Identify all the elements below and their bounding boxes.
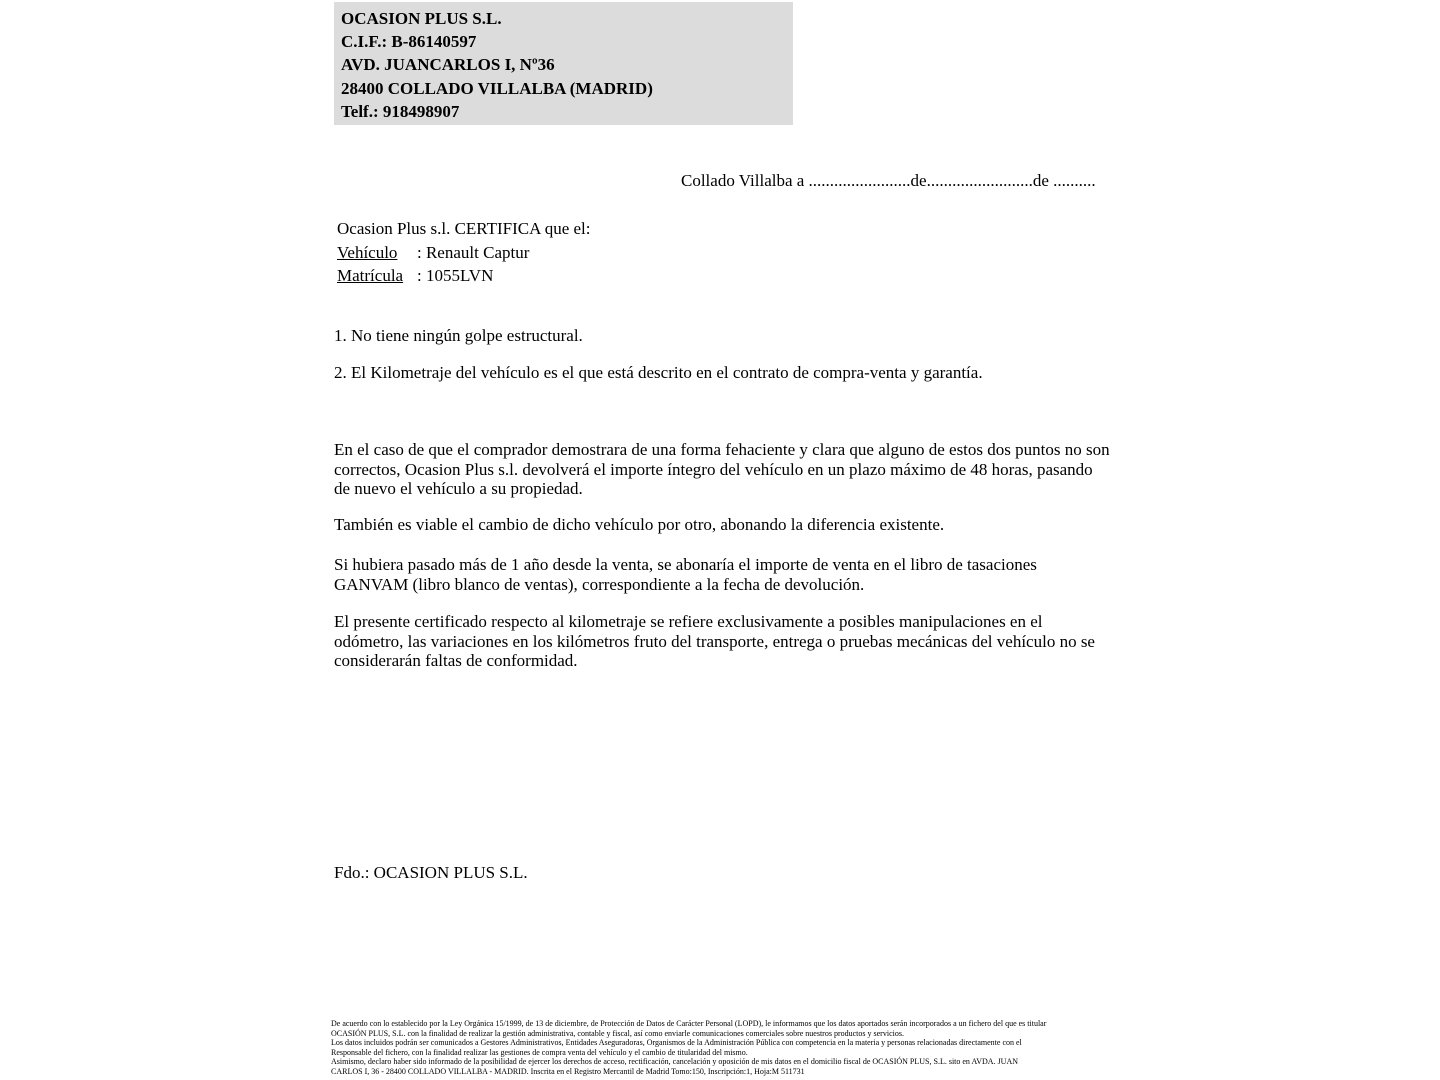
- legal-footer-line: De acuerdo con lo establecido por la Ley Orgánica 15/1999, de 13 de diciembre, de Protección de Datos de Carácter Personal (LOPD), le informamos que los datos aportados serán incorporados a un fichero del que es titular: [331, 1019, 1047, 1028]
- paragraph-refund-terms: En el caso de que el comprador demostrara de una forma fehaciente y clara que alguno de estos dos puntos no son correctos, Ocasion Plus s.l. devolverá el importe íntegro del vehículo en un plazo máximo de 48 horas, pasando de nuevo el vehículo a su propiedad.: [334, 440, 1110, 498]
- company-cif: C.I.F.: B-86140597: [341, 32, 477, 52]
- vehicle-value: : Renault Captur: [417, 242, 530, 262]
- company-address: AVD. JUANCARLOS I, Nº36: [341, 55, 555, 75]
- paragraph-exchange-option: También es viable el cambio de dicho vehículo por otro, abonando la diferencia existente.: [334, 515, 945, 534]
- certification-block: [337, 217, 591, 288]
- signature-line: Fdo.: OCASION PLUS S.L.: [334, 863, 528, 882]
- date-line: Collado Villalba a ........................de.........................de ..........: [681, 171, 1096, 190]
- certificate-point-2: 2. El Kilometraje del vehículo es el que está descrito en el contrato de compra-venta y garantía.: [334, 363, 983, 382]
- company-name: OCASION PLUS S.L.: [341, 9, 502, 28]
- legal-footer: [331, 1019, 1046, 1077]
- certification-intro: Ocasion Plus s.l. CERTIFICA que el:: [337, 219, 591, 238]
- legal-footer-line: Asimismo, declaro haber sido informado de la posibilidad de ejercer los derechos de acceso, rectificación, cancelación y oposición de mis datos en el domicilio fiscal de OCASIÓN PLUS, S.L. sito en AVDA. JUAN: [331, 1057, 1019, 1067]
- plate-label: Matrícula: [337, 266, 404, 285]
- certificate-point-1: 1. No tiene ningún golpe estructural.: [334, 326, 583, 345]
- company-city: 28400 COLLADO VILLALBA (MADRID): [341, 78, 653, 98]
- company-phone: Telf.: 918498907: [341, 101, 460, 121]
- legal-footer-line: OCASIÓN PLUS, S.L. con la finalidad de realizar la gestión administrativa, contable y fiscal, así como enviarle comunicaciones comerciales sobre nuestros productos y servicios.: [331, 1028, 904, 1038]
- paragraph-ganvam-valuation: Si hubiera pasado más de 1 año desde la venta, se abonaría el importe de venta en el libro de tasaciones GANVAM (libro blanco de ventas), correspondiente a la fecha de devolución.: [334, 555, 1037, 594]
- legal-footer-line: Responsable del fichero, con la finalidad realizar las gestiones de compra venta del vehículo y el cambio de titularidad del mismo.: [331, 1047, 748, 1057]
- plate-row: [337, 264, 591, 288]
- vehicle-row: [337, 241, 591, 265]
- vehicle-label: Vehículo: [337, 242, 398, 262]
- legal-footer-line: CARLOS I, 36 - 28400 COLLADO VILLALBA - MADRID. Inscrita en el Registro Mercantil de Madrid Tomo:150, Inscripción:1, Hoja:M 511731: [331, 1066, 805, 1076]
- plate-value: : 1055LVN: [417, 266, 494, 285]
- company-header-box: [334, 2, 793, 125]
- paragraph-odometer-disclaimer: El presente certificado respecto al kilometraje se refiere exclusivamente a posibles manipulaciones en el odómetro, las variaciones en los kilómetros fruto del transporte, entrega o pruebas mecánicas del vehículo no se considerarán faltas de conformidad.: [334, 612, 1095, 670]
- legal-footer-line: Los datos incluidos podrán ser comunicados a Gestores Administrativos, Entidades Aseguradoras, Organismos de la Administración Pública con competencia en la materia y personas relacionadas directamente con el: [331, 1038, 1022, 1048]
